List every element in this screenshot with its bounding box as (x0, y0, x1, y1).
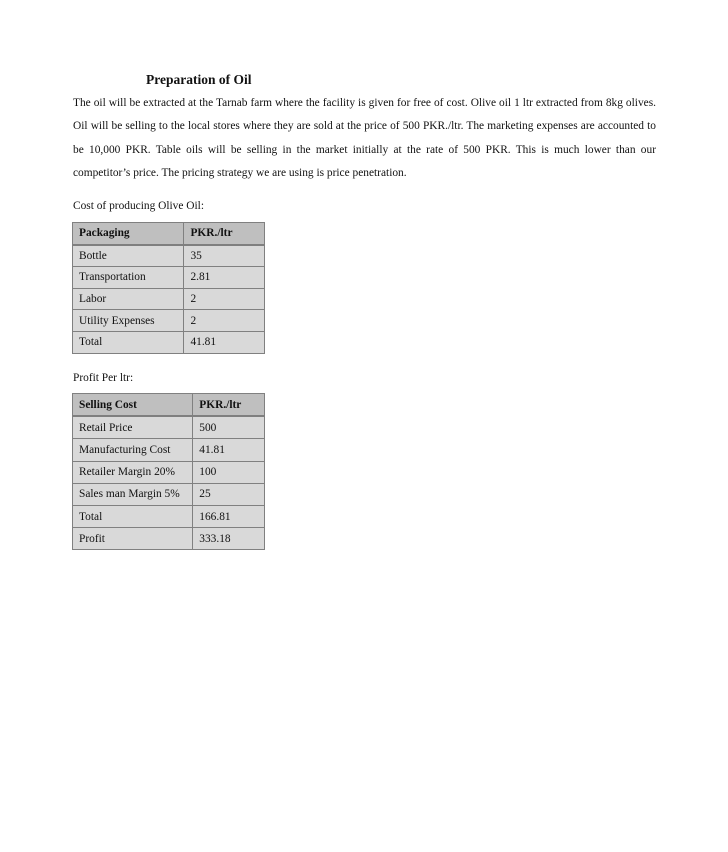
table-row (73, 310, 265, 332)
column-header: PKR./ltr (193, 394, 265, 417)
table-cell: 500 (193, 416, 265, 439)
table-cell: 333.18 (193, 528, 265, 550)
column-header: PKR./ltr (184, 223, 265, 245)
table-cell: 2.81 (184, 267, 265, 289)
table-cell: 2 (184, 288, 265, 310)
table-cell: 35 (184, 245, 265, 267)
table-cell: Utility Expenses (73, 310, 184, 332)
table-cell: 166.81 (193, 505, 265, 527)
cost-table (72, 222, 265, 354)
table-cell: 41.81 (193, 439, 265, 461)
table-cell: 100 (193, 461, 265, 483)
table-cell: 41.81 (184, 331, 265, 353)
column-header: Packaging (73, 223, 184, 245)
table-cell: Total (73, 331, 184, 353)
table-row (73, 288, 265, 310)
table-header-row (73, 394, 265, 417)
table-row (73, 461, 265, 483)
cost-table-caption: Cost of producing Olive Oil: (73, 200, 204, 212)
table-row (73, 439, 265, 461)
table-cell: 25 (193, 483, 265, 505)
table-header-row (73, 223, 265, 245)
profit-table-caption: Profit Per ltr: (73, 372, 134, 384)
table-cell: Profit (73, 528, 193, 550)
table-cell: Manufacturing Cost (73, 439, 193, 461)
profit-table (72, 393, 265, 550)
table-cell: Total (73, 505, 193, 527)
table-cell: Transportation (73, 267, 184, 289)
table-row (73, 416, 265, 439)
column-header: Selling Cost (73, 394, 193, 417)
table-row (73, 245, 265, 267)
section-heading: Preparation of Oil (146, 72, 252, 87)
table-cell: Labor (73, 288, 184, 310)
table-cell: Bottle (73, 245, 184, 267)
table-cell: 2 (184, 310, 265, 332)
table-cell: Sales man Margin 5% (73, 483, 193, 505)
table-row (73, 483, 265, 505)
table-cell: Retail Price (73, 416, 193, 439)
body-paragraph: The oil will be extracted at the Tarnab farm where the facility is given for free of cost. Olive oil 1 ltr extracted from 8kg olives. Oil will be selling to the local stores where they are sold at the price of 500 PKR./ltr. The marketing expenses are accounted to be 10,000 PKR. Table oils will be selling in the market initially at the rate of 500 PKR. This is much lower than our competitor’s price. The pricing strategy we are using is price penetration. (73, 97, 656, 180)
table-row (73, 267, 265, 289)
table-row (73, 528, 265, 550)
table-row (73, 505, 265, 527)
table-cell: Retailer Margin 20% (73, 461, 193, 483)
table-row (73, 331, 265, 353)
